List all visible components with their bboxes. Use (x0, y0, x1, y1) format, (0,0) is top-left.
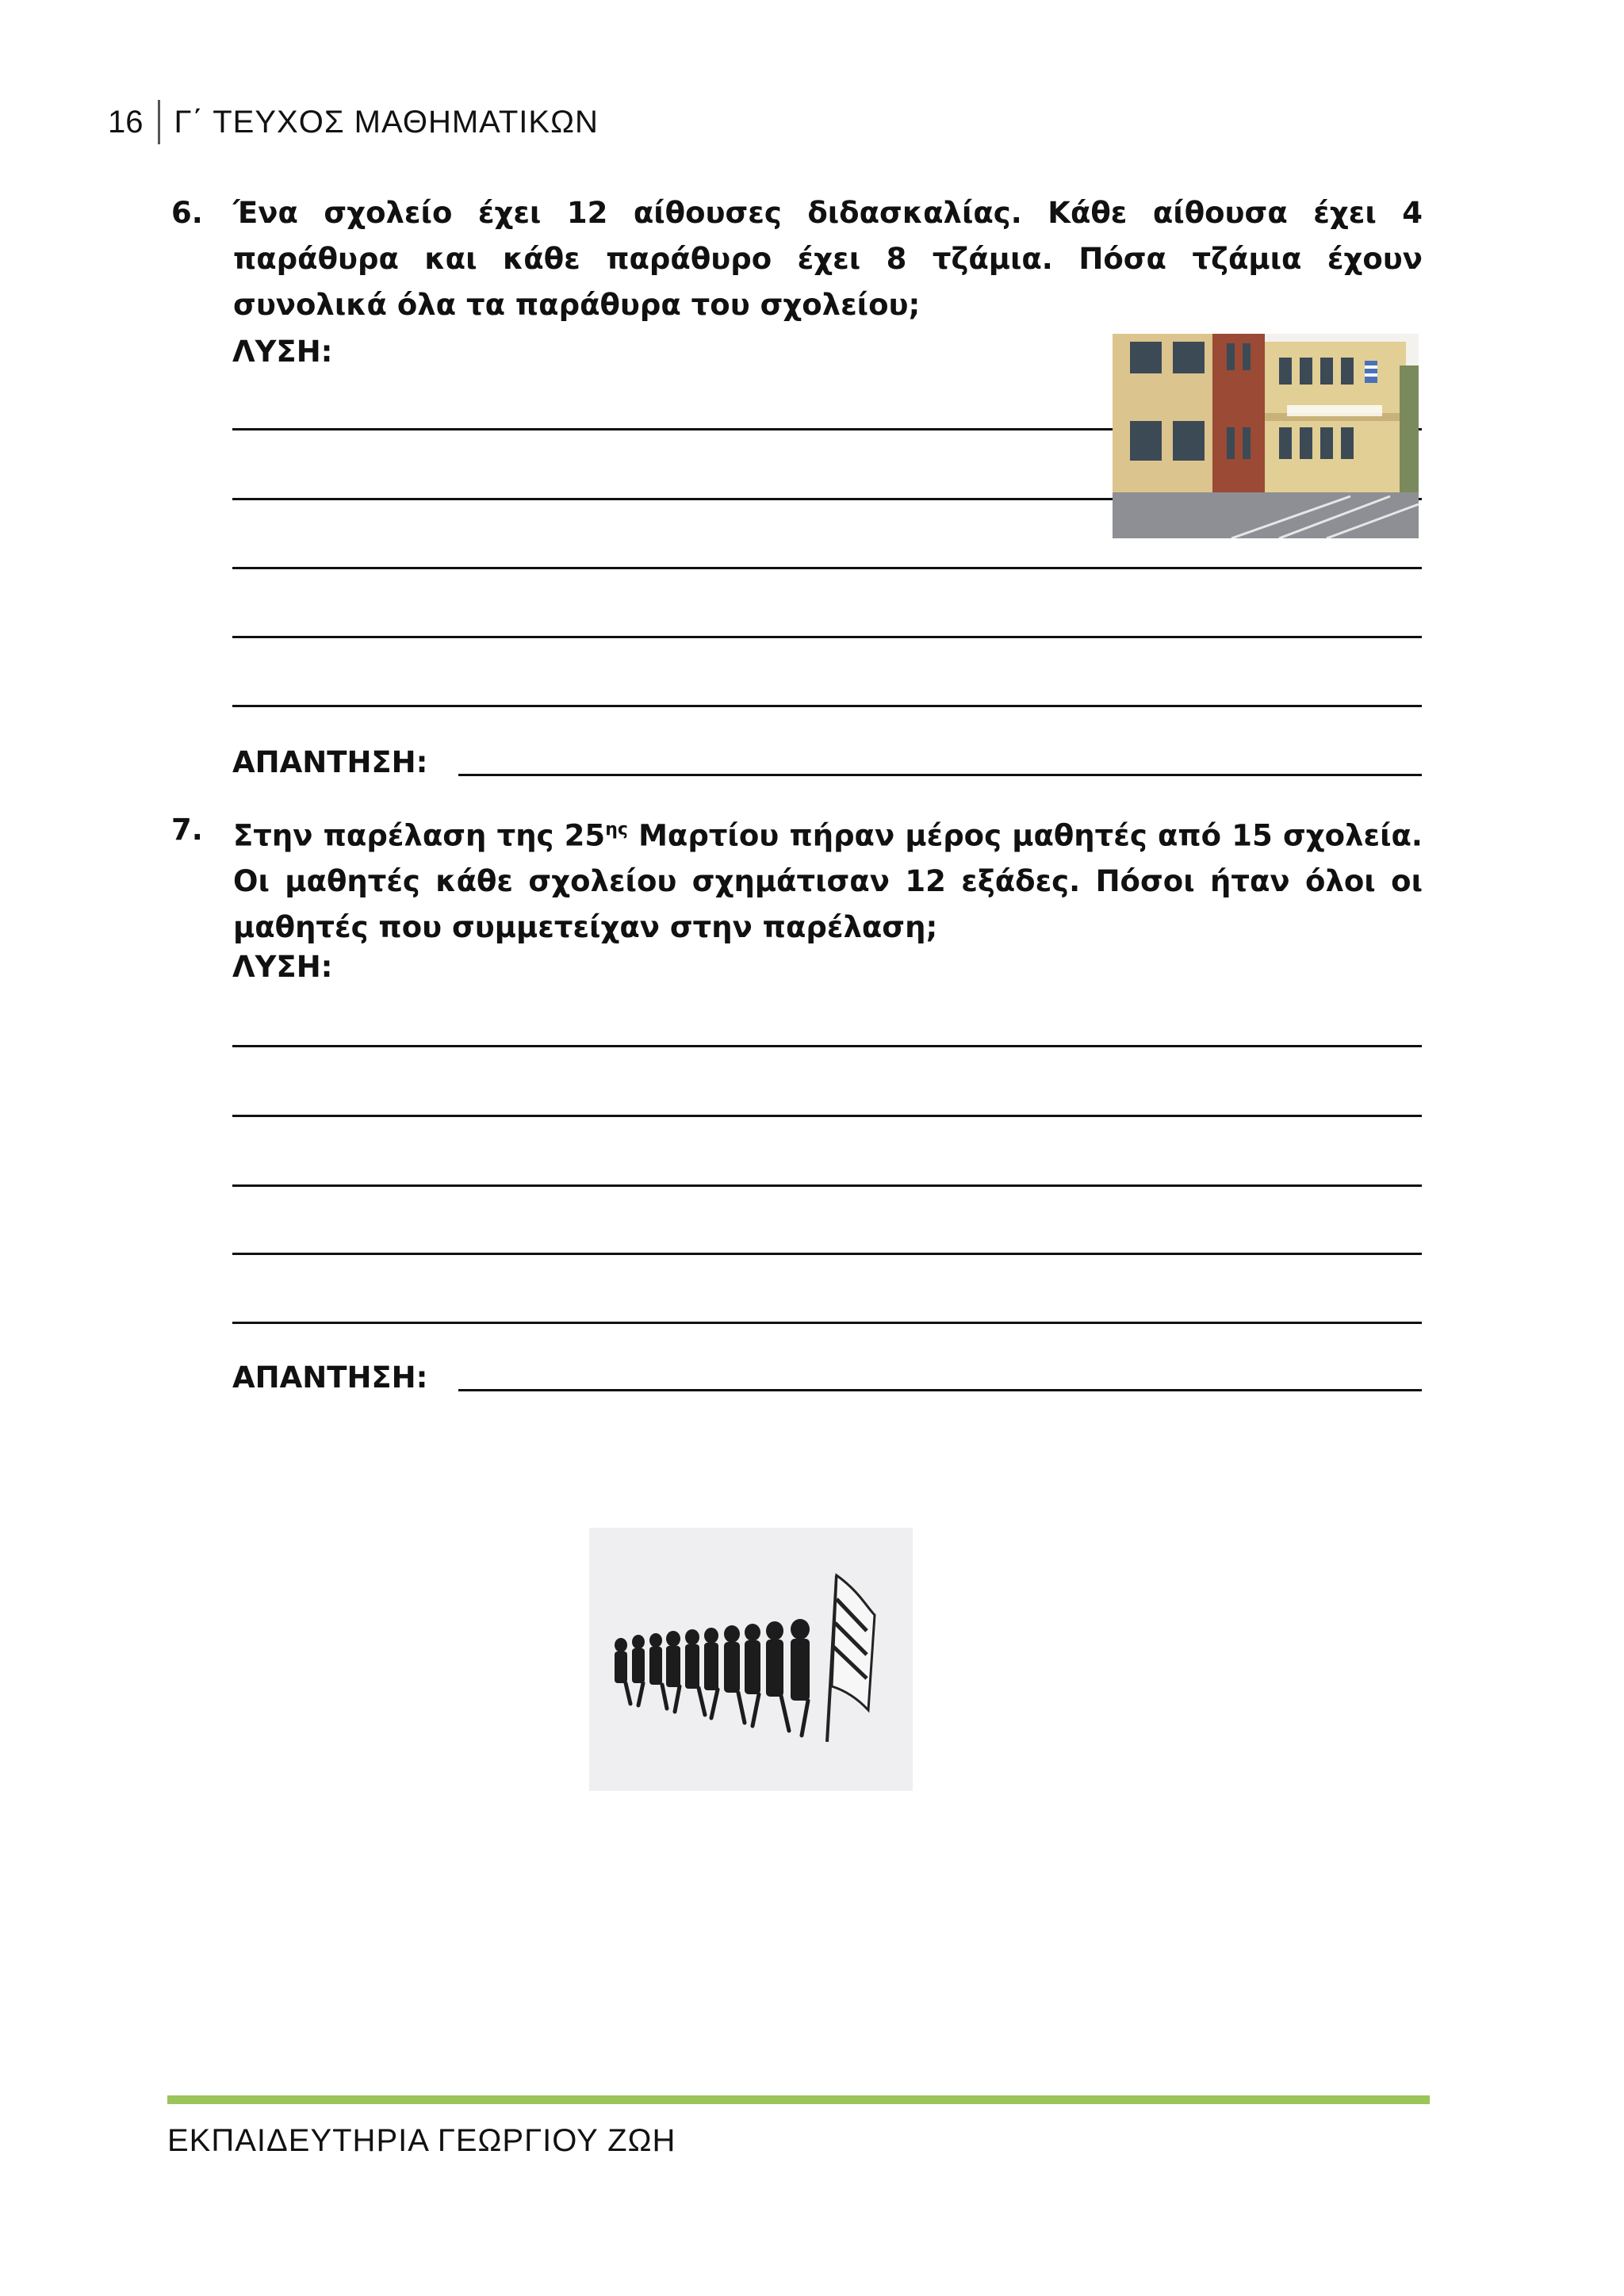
answer-label: ΑΠΑΝΤΗΣΗ: (232, 1360, 428, 1395)
answer-line[interactable] (232, 636, 1422, 638)
school-building-image (1113, 334, 1419, 538)
page-number: 16 (108, 100, 160, 144)
answer-label: ΑΠΑΝΤΗΣΗ: (232, 745, 428, 779)
footer-text: ΕΚΠΑΙΔΕΥΤΗΡΙΑ ΓΕΩΡΓΙΟΥ ΖΩΗ (167, 2123, 676, 2158)
footer-divider (167, 2095, 1430, 2104)
answer-field[interactable] (458, 774, 1422, 776)
solution-label: ΛΥΣΗ: (232, 335, 333, 369)
parade-image (589, 1528, 913, 1791)
answer-field[interactable] (458, 1389, 1422, 1391)
answer-line[interactable] (232, 1253, 1422, 1255)
page-header (108, 100, 599, 144)
solution-label: ΛΥΣΗ: (232, 950, 333, 984)
question-text: Στην παρέλαση της $25^{\eta\varsigma}$ Μαρτίου πήραν μέρος μαθητές από 15 σχολεία. Οι μαθητές κάθε σχολείου σχημάτισαν 12 εξάδες. Πόσοι ήταν όλοι οι μαθητές που συμμετείχαν στην παρέλαση; (233, 818, 1423, 945)
question-number: 7. (171, 813, 203, 847)
answer-line[interactable] (232, 1322, 1422, 1324)
answer-line[interactable] (232, 567, 1422, 569)
header-title: Γ΄ ΤΕΥΧΟΣ ΜΑΘΗΜΑΤΙΚΩΝ (174, 104, 599, 140)
question-6 (171, 190, 1424, 333)
question-7 (171, 807, 1424, 950)
question-text: Ένα σχολείο έχει 12 αίθουσες διδασκαλίας. Κάθε αίθουσα έχει 4 παράθυρα και κάθε παράθυρο έχει 8 τζάμια. Πόσα τζάμια έχουν συνολικά όλα τα παράθυρα του σχολείου; (233, 196, 1423, 322)
answer-line[interactable] (232, 1115, 1422, 1117)
question-number: 6. (171, 196, 203, 230)
answer-line[interactable] (232, 1184, 1422, 1187)
answer-line[interactable] (232, 705, 1422, 707)
answer-line[interactable] (232, 1045, 1422, 1047)
